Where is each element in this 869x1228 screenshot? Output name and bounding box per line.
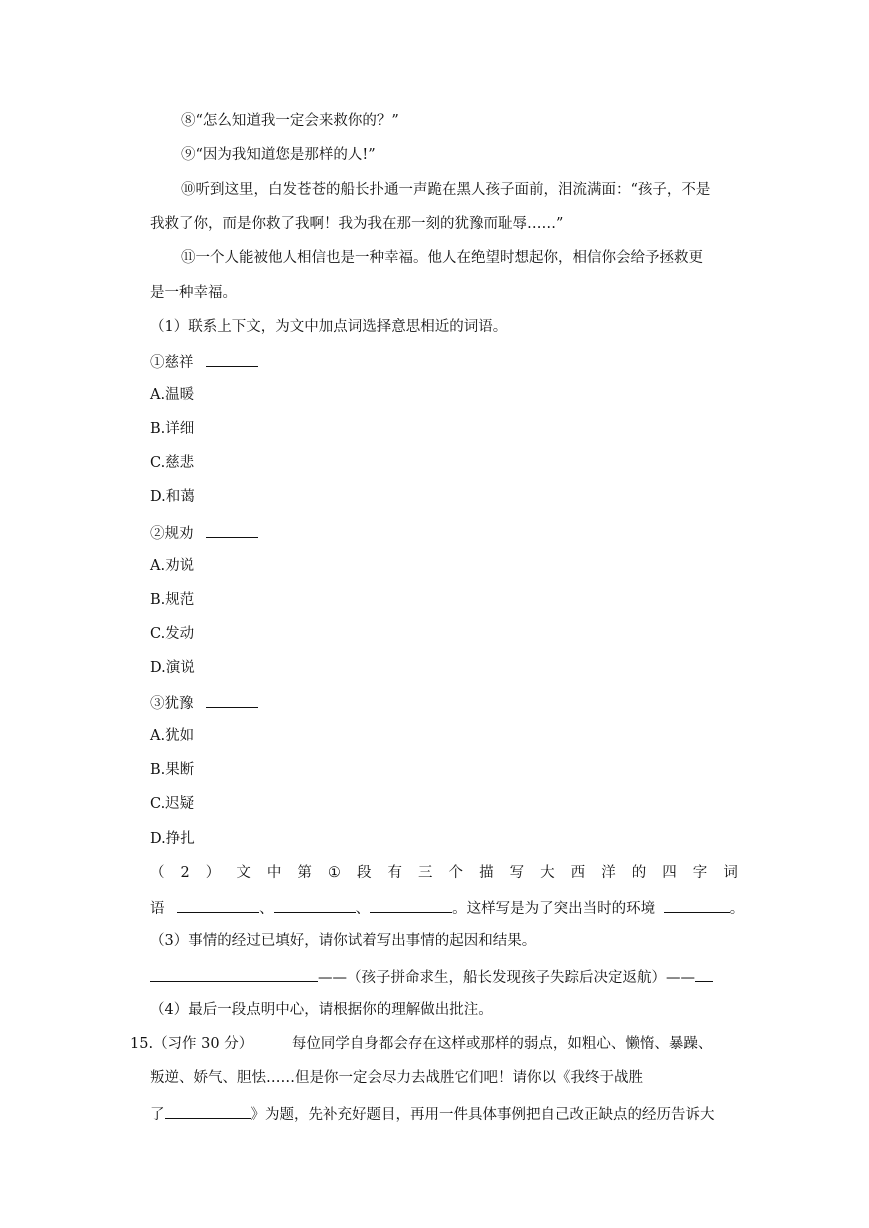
question-1-item-2	[150, 522, 258, 544]
char: 三	[418, 865, 433, 881]
question-15-line-3	[150, 1103, 715, 1125]
question-3-prompt: （3）事情的经过已填好，请你试着写出事情的起因和结果。	[150, 933, 537, 949]
option: C.慈悲	[150, 455, 195, 471]
paragraph-10-line-2: 我救了你，而是你救了我啊！我为我在那一刻的犹豫而耻辱……”	[150, 216, 564, 232]
char: 有	[387, 865, 402, 881]
char: 西	[570, 865, 586, 881]
option: B.规范	[150, 592, 195, 608]
option: B.详细	[150, 421, 195, 437]
item-label: ③犹豫	[150, 696, 194, 712]
option: A.犹如	[150, 728, 195, 744]
char: 文	[236, 865, 251, 881]
option: D.挣扎	[150, 831, 195, 847]
char: 四	[662, 865, 677, 881]
char: 2	[180, 865, 190, 881]
option: D.演说	[150, 660, 195, 676]
event-middle: ——（孩子拼命求生，船长发现孩子失踪后决定返航）——	[318, 970, 695, 986]
text: 每位同学自身都会存在这样或那样的弱点，如粗心、懒惰、暴躁、	[291, 1036, 713, 1052]
question-1-item-3	[150, 692, 258, 714]
cause-blank[interactable]	[150, 966, 318, 982]
paragraph-10-line-1: ⑩听到这里，白发苍苍的船长扑通一声跪在黑人孩子面前，泪流满面：“孩子，不是	[181, 182, 711, 198]
char: 写	[509, 865, 525, 881]
char: 大	[540, 865, 555, 881]
question-4-prompt: （4）最后一段点明中心，请根据你的理解做出批注。	[150, 1002, 493, 1018]
option: C.发动	[150, 626, 195, 642]
char: 字	[692, 865, 708, 881]
char: 洋	[601, 865, 616, 881]
answer-blank[interactable]	[274, 897, 356, 913]
text: 。这样写是为了突出当时的环境	[452, 901, 656, 917]
char: （	[150, 865, 165, 881]
char: 个	[448, 865, 464, 881]
option: A.温暖	[150, 387, 195, 403]
paragraph-11-line-2: 是一种幸福。	[150, 285, 237, 301]
char: 描	[479, 865, 494, 881]
text: 。	[729, 901, 745, 917]
answer-blank[interactable]	[177, 897, 259, 913]
paragraph-9: ⑨“因为我知道您是那样的人!”	[181, 147, 376, 163]
question-2-line-2	[150, 897, 744, 919]
question-number: 15.	[130, 1036, 154, 1052]
question-1-prompt: （1）联系上下文，为文中加点词选择意思相近的词语。	[150, 319, 508, 335]
text: 》为题，先补充好题目，再用一件具体事例把自己改正缺点的经历告诉大	[250, 1107, 715, 1123]
question-15-line-1	[130, 1034, 712, 1054]
text: 语	[150, 901, 165, 917]
question-score: （习作 30 分）	[153, 1036, 254, 1052]
option: C.迟疑	[150, 796, 195, 812]
answer-blank[interactable]	[664, 897, 730, 913]
char: 段	[356, 865, 372, 881]
item-label: ①慈祥	[150, 355, 194, 371]
char: 第	[297, 865, 312, 881]
item-label: ②规劝	[150, 526, 194, 542]
char: ①	[327, 865, 341, 881]
char: 词	[723, 865, 738, 881]
answer-blank[interactable]	[206, 351, 258, 367]
paragraph-8: ⑧“怎么知道我一定会来救你的？”	[181, 113, 399, 129]
question-2-line-1	[150, 863, 738, 883]
text: 了	[150, 1107, 165, 1123]
question-15-line-2: 叛逆、娇气、胆怯……但是你一定会尽力去战胜它们吧！请你以《我终于战胜	[150, 1070, 643, 1086]
question-1-item-1	[150, 351, 258, 373]
paragraph-11-line-1: ⑪一个人能被他人相信也是一种幸福。他人在绝望时想起你，相信你会给予拯救更	[181, 250, 703, 266]
separator: 、	[259, 901, 274, 917]
answer-blank[interactable]	[206, 522, 258, 538]
char: 的	[631, 865, 647, 881]
answer-blank[interactable]	[206, 692, 258, 708]
question-3-answer-line	[150, 966, 713, 988]
option: B.果断	[150, 762, 195, 778]
option: A.劝说	[150, 558, 195, 574]
char: 中	[266, 865, 282, 881]
separator: 、	[355, 901, 371, 917]
result-blank[interactable]	[695, 966, 713, 982]
title-blank[interactable]	[165, 1103, 251, 1119]
option: D.和蔼	[150, 489, 195, 505]
answer-blank[interactable]	[370, 897, 452, 913]
char: ）	[205, 865, 221, 881]
